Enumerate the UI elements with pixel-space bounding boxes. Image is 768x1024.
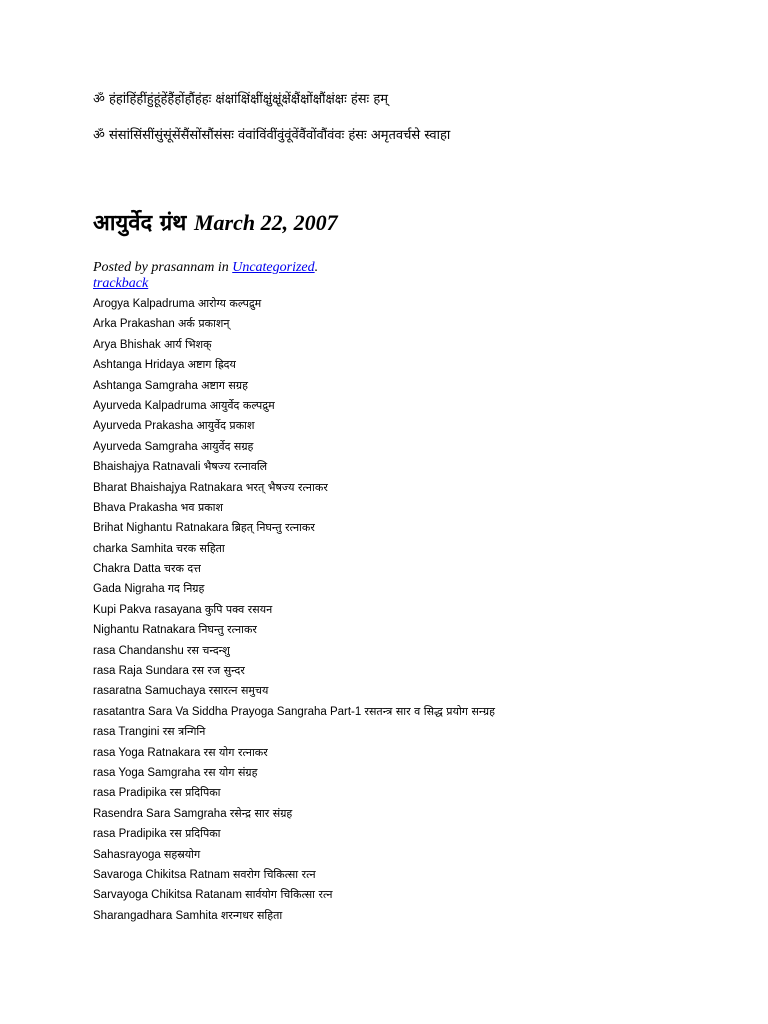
list-item — [93, 702, 495, 722]
list-item — [93, 885, 495, 905]
book-name-english: Ayurveda Prakasha — [93, 420, 194, 433]
book-name-english: Ashtanga Hridaya — [93, 359, 185, 372]
book-name-english: Bhaishajya Ratnavali — [93, 461, 201, 474]
list-item — [93, 314, 495, 334]
book-name-devanagari: चरक दत्त — [163, 562, 201, 576]
list-item — [93, 681, 495, 701]
book-name-devanagari: रस चन्दन्शु — [187, 643, 230, 657]
book-name-english: Ayurveda Samgraha — [93, 440, 198, 453]
book-name-devanagari: भैषज्य रत्नावलि — [203, 460, 268, 474]
list-item — [93, 600, 495, 620]
book-name-english: Bharat Bhaishajya Ratnakara — [93, 481, 243, 494]
list-item — [93, 498, 495, 518]
list-item — [93, 539, 495, 559]
list-item — [93, 478, 495, 498]
book-name-devanagari: रस योग संग्रह — [203, 765, 258, 779]
book-name-english: rasa Pradipika — [93, 787, 167, 800]
list-item — [93, 783, 495, 803]
list-item — [93, 620, 495, 640]
list-item — [93, 845, 495, 865]
book-name-devanagari: आरोग्य कल्पद्रुम — [197, 297, 262, 310]
posted-by-text: Posted by prasannam in — [93, 260, 233, 275]
book-name-devanagari: आयुर्वेद सग्रह — [200, 439, 254, 453]
list-item — [93, 416, 495, 436]
mantra-line-1: ॐ हंहांहिंहींहुंहूंहेंहैंहोंहौंहंहः क्षंक्षांक्षिंक्षींक्षुंक्षूंक्षेंक्षैंक्षोंक्षौंक्षंक्षः हंसः हम् — [93, 92, 388, 107]
book-name-devanagari: शरन्गधर सहिता — [220, 908, 283, 922]
post-date: March 22, 2007 — [193, 210, 338, 235]
book-name-english: Chakra Datta — [93, 563, 161, 576]
list-item — [93, 396, 495, 416]
list-item — [93, 294, 495, 314]
list-item — [93, 335, 495, 355]
book-name-devanagari: रसेन्द्र सार संग्रह — [229, 806, 293, 820]
book-name-english: rasaratna Samuchaya — [93, 685, 206, 698]
category-link[interactable]: Uncategorized — [232, 260, 315, 275]
book-name-english: Sharangadhara Samhita — [93, 909, 218, 922]
book-name-devanagari: सहस्रयोग — [163, 847, 201, 861]
category-suffix: . — [314, 260, 319, 275]
book-name-english: Brihat Nighantu Ratnakara — [93, 522, 229, 535]
list-item — [93, 824, 495, 844]
mantra-line-2: ॐ संसांसिंसींसुंसूंसेंसैंसोंसौंसंसः वंवांविंवींवुंवूंवेंवैंवोंवौंवंवः हंसः अमृतवर्चसे स्वाहा — [93, 128, 451, 143]
book-name-devanagari: भरत् भैषज्य रत्नाकर — [245, 480, 328, 494]
trackback-line — [93, 276, 318, 292]
posted-by-line — [93, 260, 318, 276]
book-name-english: rasa Pradipika — [93, 828, 167, 841]
list-item — [93, 641, 495, 661]
book-name-english: Sahasrayoga — [93, 848, 161, 861]
book-name-english: Ayurveda Kalpadruma — [93, 399, 207, 412]
list-item — [93, 661, 495, 681]
book-name-devanagari: अर्क प्रकाशन् — [178, 317, 230, 331]
book-name-english: Arya Bhishak — [93, 338, 161, 351]
trackback-link[interactable]: trackback — [93, 276, 149, 291]
book-name-english: rasa Chandanshu — [93, 644, 184, 657]
list-item — [93, 457, 495, 477]
book-name-english: Kupi Pakva rasayana — [93, 603, 202, 616]
list-item — [93, 865, 495, 885]
book-name-devanagari: रस त्रन्गिनि — [162, 725, 206, 739]
list-item — [93, 804, 495, 824]
post-meta — [93, 260, 318, 292]
book-name-devanagari: रसतन्त्र सार व सिद्ध प्रयोग सन्ग्रह — [364, 704, 495, 718]
list-item — [93, 763, 495, 783]
book-name-devanagari: अष्टाग सग्रह — [201, 378, 248, 392]
book-name-english: Ashtanga Samgraha — [93, 379, 198, 392]
list-item — [93, 579, 495, 599]
post-title-text: आयुर्वेद ग्रंथ — [93, 210, 187, 236]
list-item — [93, 906, 495, 926]
book-name-devanagari: सार्वयोग चिकित्सा रत्न — [245, 888, 333, 902]
book-name-english: Rasendra Sara Samgraha — [93, 807, 227, 820]
book-name-devanagari: चरक सहिता — [176, 541, 225, 555]
book-name-devanagari: रसारत्न समुचय — [208, 684, 269, 698]
book-name-english: rasa Yoga Ratnakara — [93, 746, 201, 759]
book-name-devanagari: निघन्तु रत्नाकर — [198, 623, 257, 637]
book-name-english: rasa Trangini — [93, 726, 160, 739]
book-name-english: charka Samhita — [93, 542, 173, 555]
book-list — [93, 294, 495, 926]
book-name-devanagari: भव प्रकाश — [180, 500, 223, 514]
book-name-english: Bhava Prakasha — [93, 501, 178, 514]
list-item — [93, 376, 495, 396]
book-name-english: Nighantu Ratnakara — [93, 624, 196, 637]
book-name-devanagari: कुपि पक्व रसयन — [204, 602, 273, 616]
book-name-english: Sarvayoga Chikitsa Ratanam — [93, 889, 242, 902]
book-name-english: Arka Prakashan — [93, 318, 175, 331]
list-item — [93, 559, 495, 579]
book-name-english: Savaroga Chikitsa Ratnam — [93, 868, 230, 881]
book-name-devanagari: गद निग्रह — [167, 582, 205, 596]
book-name-devanagari: ब्रिहत् निघन्तु रत्नाकर — [231, 521, 315, 535]
book-name-devanagari: आर्य भिशक् — [163, 337, 212, 351]
list-item — [93, 743, 495, 763]
book-name-devanagari: रस प्रदिपिका — [169, 786, 221, 800]
book-name-devanagari: अष्टाग ह्रिदय — [187, 358, 236, 372]
book-name-devanagari: रस प्रदिपिका — [169, 827, 221, 841]
book-name-devanagari: आयुर्वेद कल्पद्रुम — [209, 398, 275, 412]
post-title — [93, 207, 338, 239]
list-item — [93, 437, 495, 457]
book-name-devanagari: रस योग रत्नाकर — [203, 745, 268, 759]
book-name-devanagari: रस रज सुन्दर — [192, 664, 245, 678]
list-item — [93, 722, 495, 742]
book-name-english: rasa Yoga Samgraha — [93, 766, 201, 779]
book-name-devanagari: आयुर्वेद प्रकाश — [196, 419, 255, 433]
book-name-english: rasatantra Sara Va Siddha Prayoga Sangraha Part-1 — [93, 705, 362, 718]
list-item — [93, 355, 495, 375]
book-name-english: rasa Raja Sundara — [93, 665, 189, 678]
book-name-english: Gada Nigraha — [93, 583, 165, 596]
list-item — [93, 518, 495, 538]
book-name-devanagari: सवरोग चिकित्सा रत्न — [233, 867, 316, 881]
book-name-english: Arogya Kalpadruma — [93, 298, 195, 310]
